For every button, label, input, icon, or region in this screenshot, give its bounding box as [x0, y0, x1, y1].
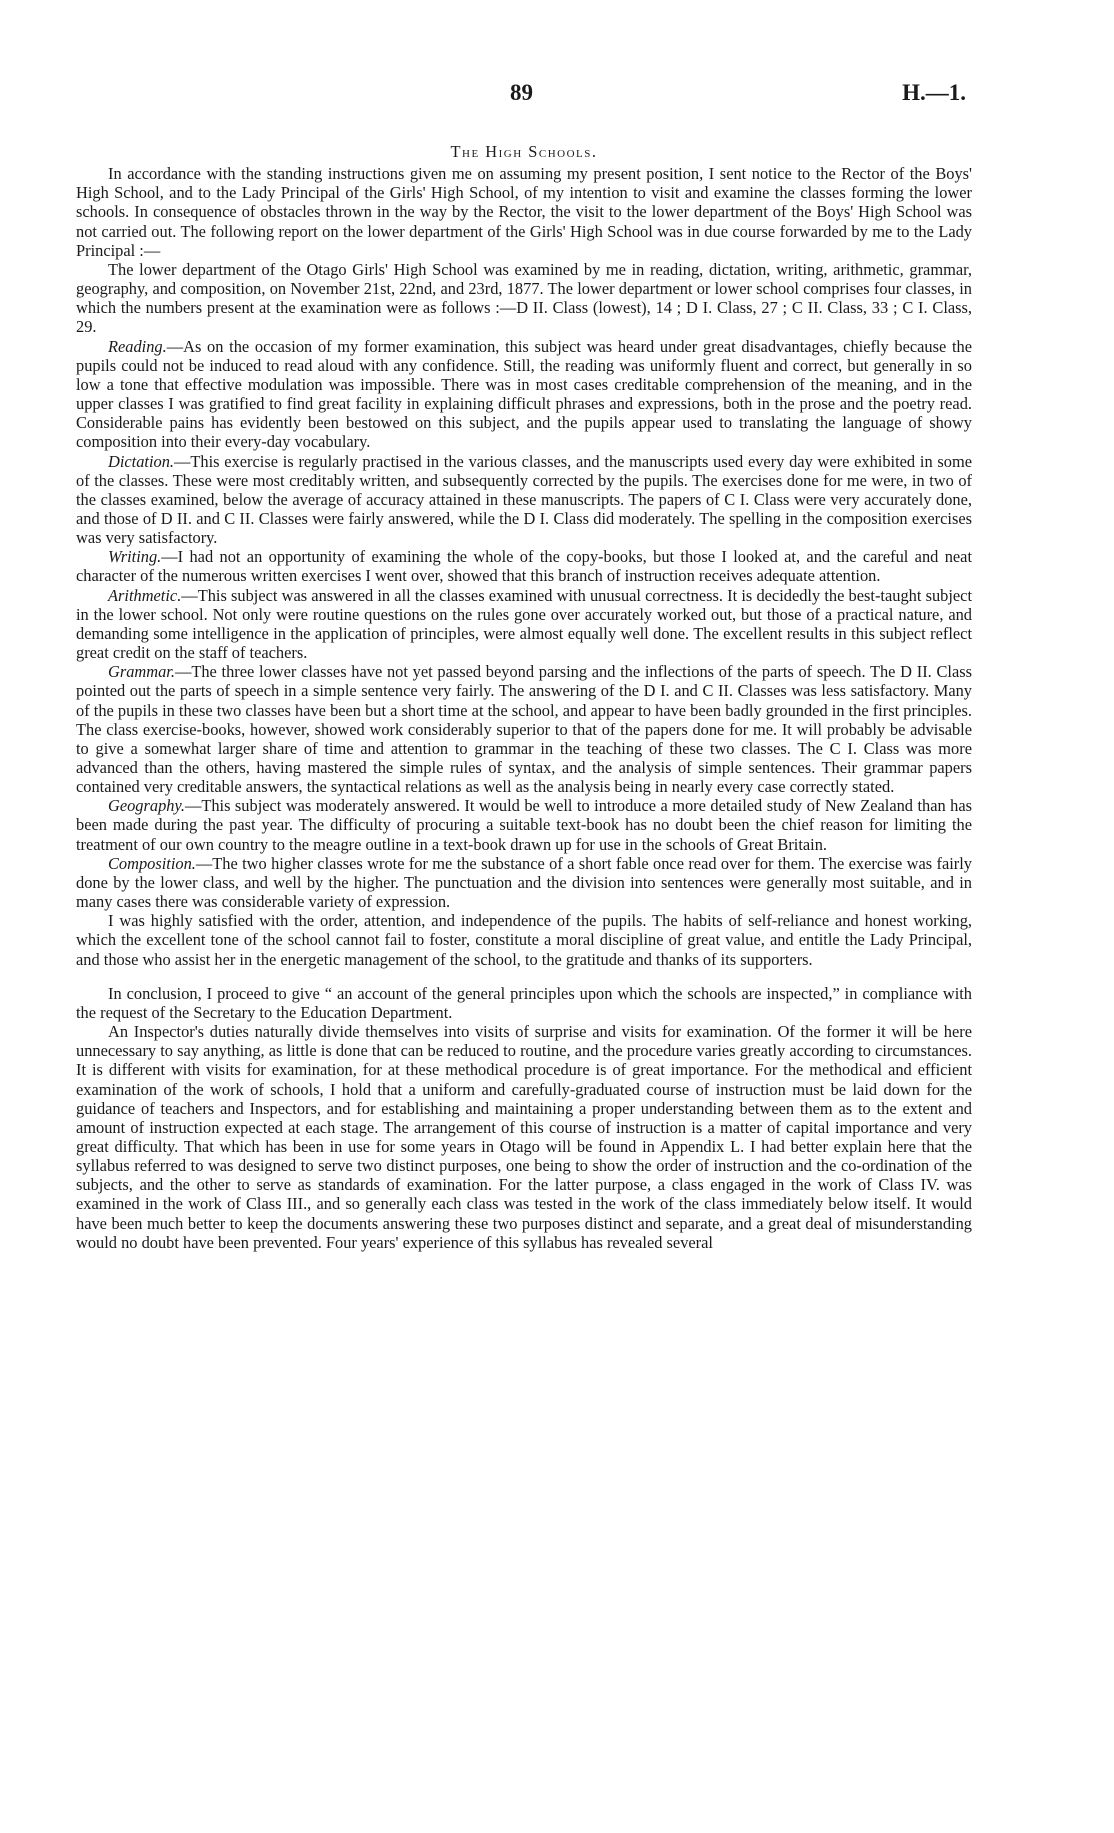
subject-heading: Dictation. [108, 451, 175, 471]
paragraph-inspector-duties [76, 1022, 972, 1252]
subject-heading: Writing. [108, 547, 162, 567]
section-title: The High Schools. [450, 142, 598, 161]
document-reference: H.—1. [902, 80, 966, 105]
subject-heading: Reading. [108, 336, 167, 356]
paragraph-text: —This subject was answered in all the classes examined with unusual correctness. It is decidedly the best-taught subject in the lower school. Not only were routine questions on the rules gone over accurately worked out, but those of a practical nature, and demanding some intelligence in the application of principles, were almost equally well done. The excellent results in this subject reflect great credit on the staff of teachers. [76, 585, 972, 663]
paragraph-lower-department [76, 260, 972, 337]
paragraph-text: —I had not an opportunity of examining the whole of the copy-books, but those I looked at, and the careful and neat character of the numerous written exercises I went over, showed that this branch of instruction receives adequate attention. [76, 547, 972, 586]
paragraph-composition [76, 854, 972, 911]
paragraph-text: —This subject was moderately answered. It would be well to introduce a more detailed study of New Zealand than has been made during the past year. The difficulty of procuring a suitable text-book has no doubt been the chief reason for limiting the treatment of our own country to the meagre outline in a text-book drawn up for use in the schools of Great Britain. [76, 796, 972, 854]
paragraph-text: —The three lower classes have not yet passed beyond parsing and the inflections of the parts of speech. The D II. Class pointed out the parts of speech in a simple sentence very fairly. The answering of the D I. and C II. Classes was less satisfactory. Many of the pupils in these two classes have been but a short time at the school, and appear to have been badly grounded in the first principles. The class exercise-books, however, showed work considerably superior to that of the papers done for me. It will probably be advisable to give a somewhat larger share of time and attention to grammar in the teaching of these two classes. The C I. Class was more advanced than the others, having mastered the simple rules of syntax, and the analysis of simple sentences. Their grammar papers contained very creditable answers, the syntactical relations as well as the analysis being in nearly every case correctly stated. [76, 662, 972, 797]
paragraph-conclusion [76, 984, 972, 1022]
paragraph-text: —As on the occasion of my former examination, this subject was heard under great disadvantages, chiefly because the pupils could not be induced to read aloud with any confidence. Still, the reading was uniformly fluent and correct, but generally in so low a tone that effective modulation was impossible. There was in most cases creditable comprehension of the meaning, and in the upper classes I was gratified to find great facility in explaining difficult phrases and expressions, both in the prose and the poetry read. Considerable pains has evidently been bestowed on this subject, and the pupils appear used to translating the language of showy composition into their every-day vocabulary. [76, 336, 972, 452]
paragraph-text: The lower department of the Otago Girls' High School was examined by me in reading, dictation, writing, arithmetic, grammar, geography, and composition, on November 21st, 22nd, and 23rd, 1877. The lower department or lower school comprises four classes, in which the numbers present at the examination were as follows :—D II. Class (lowest), 14 ; D I. Class, 27 ; C II. Class, 33 ; C I. Class, 29. [76, 259, 972, 337]
page-header [0, 80, 1114, 114]
paragraph-text: An Inspector's duties naturally divide themselves into visits of surprise and visits for examination. Of the former it will be here unnecessary to say anything, as little is done that can be reduced to routine, and the procedure varies greatly according to circumstances. It is different with visits for examination, for at these methodical procedure is of great importance. For the methodical and efficient examination of the work of schools, I hold that a uniform and carefully-graduated course of instruction must be laid down for the guidance of teachers and Inspectors, and for establishing and maintaining a proper understanding between them as to the extent and amount of instruction expected at each stage. The arrangement of this course of instruction is a matter of capital importance and very great difficulty. That which has been in use for some years in Otago will be found in Appendix L. I had better explain here that the syllabus referred to was designed to serve two distinct purposes, one being to show the order of instruction and the co-ordination of the subjects, and the other to serve as standards of examination. For the latter purpose, a class engaged in the work of Class IV. was examined in the work of Class III., and so generally each class was tested in the work of the class immediately below itself. It would have been much better to keep the documents answering these two purposes distinct and separate, and a great deal of misunderstanding would no doubt have been prevented. Four years' experience of this syllabus has revealed several [76, 1022, 972, 1252]
paragraph-writing [76, 547, 972, 585]
paragraph-text: In conclusion, I proceed to give “ an account of the general principles upon which the schools are inspected,” in compliance with the request of the Secretary to the Education Department. [76, 983, 972, 1022]
paragraph-geography [76, 796, 972, 853]
paragraph-text: I was highly satisfied with the order, attention, and independence of the pupils. The habits of self-reliance and honest working, which the excellent tone of the school cannot fail to foster, constitute a moral discipline of great value, and entitle the Lady Principal, and those who assist her in the energetic management of the school, to the gratitude and thanks of its supporters. [76, 911, 972, 969]
paragraph-text: —This exercise is regularly practised in the various classes, and the manuscripts used every day were exhibited in some of the classes. These were most creditably written, and subsequently corrected by the pupils. The exercises done for me were, in two of the classes examined, below the average of accuracy attained in these manuscripts. The papers of C I. Class were very accurately done, and those of D II. and C II. Classes were fairly answered, while the D I. Class did moderately. The spelling in the composition exercises was very satisfactory. [76, 451, 972, 548]
paragraph-reading [76, 337, 972, 452]
paragraph-arithmetic [76, 586, 972, 663]
paragraph-grammar [76, 662, 972, 796]
document-body [76, 142, 972, 1252]
paragraph-satisfaction [76, 911, 972, 968]
subject-heading: Geography. [108, 796, 185, 816]
paragraph-dictation [76, 452, 972, 548]
paragraph-intro [76, 164, 972, 260]
paragraph-text: In accordance with the standing instructions given me on assuming my present position, I sent notice to the Rector of the Boys' High School, and to the Lady Principal of the Girls' High School, of my intention to visit and examine the classes forming the lower schools. In consequence of obstacles thrown in the way by the Rector, the visit to the lower department of the Boys' High School was not carried out. The following report on the lower department of the Girls' High School was in due course forwarded by me to the Lady Principal :— [76, 164, 972, 260]
paragraph-text: —The two higher classes wrote for me the substance of a short fable once read over for them. The exercise was fairly done by the lower class, and well by the higher. The punctuation and the division into sentences were generally most suitable, and in many cases there was considerable variety of expression. [76, 853, 972, 912]
subject-heading: Composition. [108, 853, 196, 873]
subject-heading: Arithmetic. [108, 585, 182, 605]
page-number: 89 [510, 80, 533, 105]
subject-heading: Grammar. [108, 662, 175, 682]
